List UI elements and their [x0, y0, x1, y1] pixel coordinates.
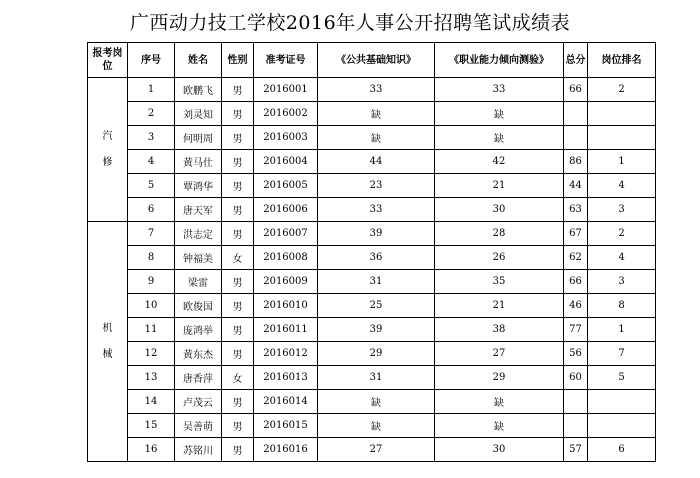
- cell-public: 33: [318, 78, 435, 102]
- table-row: [88, 102, 656, 126]
- cell-sex: 男: [222, 342, 254, 366]
- header-vocational: 《职业能力倾向测验》: [435, 43, 564, 78]
- table-row: [88, 294, 656, 318]
- cell-rank: 3: [588, 198, 656, 222]
- table-row: [88, 126, 656, 150]
- header-public: 《公共基础知识》: [318, 43, 435, 78]
- cell-vocational: 缺: [435, 414, 564, 438]
- dept-cell: [88, 78, 128, 222]
- cell-rank: 1: [588, 150, 656, 174]
- cell-sex: 男: [222, 414, 254, 438]
- dept-cell: [88, 222, 128, 462]
- cell-id: 2016002: [254, 102, 318, 126]
- cell-sex: 男: [222, 126, 254, 150]
- cell-total: [564, 102, 588, 126]
- cell-sex: 男: [222, 102, 254, 126]
- cell-no: 3: [128, 126, 175, 150]
- cell-rank: 8: [588, 294, 656, 318]
- cell-no: 16: [128, 438, 175, 462]
- dept-char: 械: [102, 348, 113, 360]
- cell-id: 2016009: [254, 270, 318, 294]
- cell-id: 2016008: [254, 246, 318, 270]
- cell-rank: 7: [588, 342, 656, 366]
- cell-sex: 男: [222, 270, 254, 294]
- cell-rank: 4: [588, 246, 656, 270]
- cell-no: 15: [128, 414, 175, 438]
- cell-public: 44: [318, 150, 435, 174]
- cell-total: 66: [564, 78, 588, 102]
- cell-name: 欧俊国: [175, 294, 222, 318]
- cell-sex: 男: [222, 150, 254, 174]
- cell-total: 56: [564, 342, 588, 366]
- cell-id: 2016014: [254, 390, 318, 414]
- cell-vocational: 缺: [435, 390, 564, 414]
- cell-id: 2016013: [254, 366, 318, 390]
- cell-rank: [588, 102, 656, 126]
- dept-char: 汽: [102, 130, 113, 142]
- dept-char: 修: [102, 156, 113, 168]
- cell-rank: 2: [588, 78, 656, 102]
- cell-sex: 男: [222, 174, 254, 198]
- cell-vocational: 38: [435, 318, 564, 342]
- cell-vocational: 缺: [435, 126, 564, 150]
- cell-name: 唐天军: [175, 198, 222, 222]
- cell-vocational: 21: [435, 174, 564, 198]
- header-dept: 报考岗位: [88, 43, 128, 78]
- cell-name: 吴善萌: [175, 414, 222, 438]
- cell-total: [564, 390, 588, 414]
- cell-public: 25: [318, 294, 435, 318]
- header-id: 准考证号: [254, 43, 318, 78]
- cell-name: 卢茂云: [175, 390, 222, 414]
- cell-id: 2016003: [254, 126, 318, 150]
- cell-total: 86: [564, 150, 588, 174]
- cell-vocational: 29: [435, 366, 564, 390]
- cell-rank: 3: [588, 270, 656, 294]
- cell-sex: 男: [222, 198, 254, 222]
- table-row: [88, 198, 656, 222]
- cell-name: 唐香萍: [175, 366, 222, 390]
- table-row: [88, 150, 656, 174]
- cell-vocational: 35: [435, 270, 564, 294]
- cell-public: 缺: [318, 390, 435, 414]
- table-header: [88, 43, 656, 78]
- cell-id: 2016012: [254, 342, 318, 366]
- cell-no: 14: [128, 390, 175, 414]
- cell-no: 10: [128, 294, 175, 318]
- cell-sex: 男: [222, 222, 254, 246]
- cell-id: 2016004: [254, 150, 318, 174]
- cell-total: 44: [564, 174, 588, 198]
- cell-id: 2016011: [254, 318, 318, 342]
- cell-no: 8: [128, 246, 175, 270]
- cell-total: 46: [564, 294, 588, 318]
- cell-rank: [588, 126, 656, 150]
- cell-public: 23: [318, 174, 435, 198]
- table-row: [88, 222, 656, 246]
- cell-public: 缺: [318, 102, 435, 126]
- cell-no: 11: [128, 318, 175, 342]
- cell-public: 31: [318, 270, 435, 294]
- cell-public: 39: [318, 318, 435, 342]
- cell-public: 27: [318, 438, 435, 462]
- cell-name: 刘灵知: [175, 102, 222, 126]
- cell-vocational: 26: [435, 246, 564, 270]
- cell-name: 覃鸿华: [175, 174, 222, 198]
- table-row: [88, 366, 656, 390]
- cell-id: 2016001: [254, 78, 318, 102]
- cell-vocational: 缺: [435, 102, 564, 126]
- header-sex: 性别: [222, 43, 254, 78]
- cell-total: 66: [564, 270, 588, 294]
- cell-name: 黄东杰: [175, 342, 222, 366]
- cell-total: 60: [564, 366, 588, 390]
- dept-char: 机: [102, 322, 113, 334]
- cell-sex: 男: [222, 318, 254, 342]
- cell-no: 5: [128, 174, 175, 198]
- cell-rank: 1: [588, 318, 656, 342]
- table-row: [88, 438, 656, 462]
- cell-vocational: 33: [435, 78, 564, 102]
- table-row: [88, 270, 656, 294]
- table-row: [88, 246, 656, 270]
- cell-id: 2016016: [254, 438, 318, 462]
- cell-total: 62: [564, 246, 588, 270]
- cell-rank: 4: [588, 174, 656, 198]
- cell-total: 67: [564, 222, 588, 246]
- table-row: [88, 414, 656, 438]
- cell-total: [564, 414, 588, 438]
- cell-no: 7: [128, 222, 175, 246]
- cell-vocational: 27: [435, 342, 564, 366]
- header-rank: 岗位排名: [588, 43, 656, 78]
- cell-no: 4: [128, 150, 175, 174]
- table-row: [88, 342, 656, 366]
- cell-rank: [588, 390, 656, 414]
- cell-vocational: 42: [435, 150, 564, 174]
- cell-sex: 女: [222, 246, 254, 270]
- cell-no: 9: [128, 270, 175, 294]
- cell-no: 2: [128, 102, 175, 126]
- cell-no: 13: [128, 366, 175, 390]
- header-no: 序号: [128, 43, 175, 78]
- cell-rank: [588, 414, 656, 438]
- cell-sex: 男: [222, 390, 254, 414]
- header-total: 总分: [564, 43, 588, 78]
- cell-id: 2016005: [254, 174, 318, 198]
- cell-public: 缺: [318, 126, 435, 150]
- cell-total: 57: [564, 438, 588, 462]
- cell-no: 6: [128, 198, 175, 222]
- cell-rank: 2: [588, 222, 656, 246]
- cell-sex: 女: [222, 366, 254, 390]
- cell-sex: 男: [222, 294, 254, 318]
- cell-public: 31: [318, 366, 435, 390]
- cell-name: 黄马仕: [175, 150, 222, 174]
- cell-name: 洪志定: [175, 222, 222, 246]
- cell-total: 77: [564, 318, 588, 342]
- table-row: [88, 318, 656, 342]
- cell-id: 2016007: [254, 222, 318, 246]
- cell-total: 63: [564, 198, 588, 222]
- cell-name: 何明周: [175, 126, 222, 150]
- cell-vocational: 28: [435, 222, 564, 246]
- table-row: [88, 174, 656, 198]
- cell-public: 39: [318, 222, 435, 246]
- cell-no: 12: [128, 342, 175, 366]
- cell-id: 2016015: [254, 414, 318, 438]
- cell-public: 33: [318, 198, 435, 222]
- header-name: 姓名: [175, 43, 222, 78]
- cell-id: 2016010: [254, 294, 318, 318]
- table-row: [88, 390, 656, 414]
- cell-name: 梁雷: [175, 270, 222, 294]
- cell-public: 36: [318, 246, 435, 270]
- cell-name: 庞鸿举: [175, 318, 222, 342]
- cell-vocational: 30: [435, 438, 564, 462]
- cell-rank: 6: [588, 438, 656, 462]
- cell-name: 钟福美: [175, 246, 222, 270]
- cell-vocational: 21: [435, 294, 564, 318]
- cell-sex: 男: [222, 438, 254, 462]
- cell-sex: 男: [222, 78, 254, 102]
- table-body: [88, 78, 656, 462]
- cell-no: 1: [128, 78, 175, 102]
- score-table: [87, 42, 656, 462]
- cell-total: [564, 126, 588, 150]
- page-title: 广西动力技工学校2016年人事公开招聘笔试成绩表: [129, 12, 571, 34]
- cell-public: 29: [318, 342, 435, 366]
- cell-rank: 5: [588, 366, 656, 390]
- cell-public: 缺: [318, 414, 435, 438]
- cell-vocational: 30: [435, 198, 564, 222]
- cell-name: 欧鹏飞: [175, 78, 222, 102]
- cell-id: 2016006: [254, 198, 318, 222]
- cell-name: 苏铭川: [175, 438, 222, 462]
- table-row: [88, 78, 656, 102]
